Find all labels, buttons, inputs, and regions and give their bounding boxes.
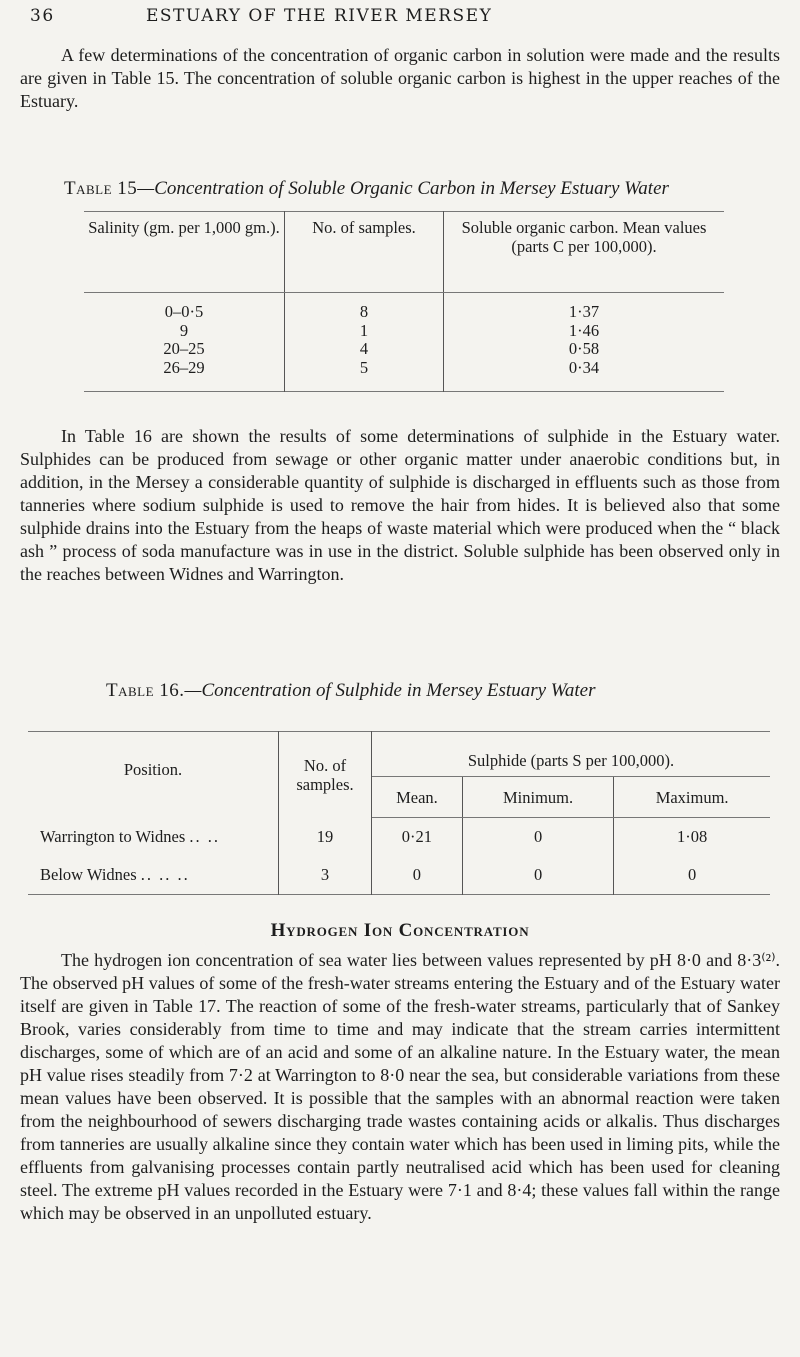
table15-cell-salinity: 26–29 (163, 357, 205, 377)
paragraph-sulphide: In Table 16 are shown the results of some determinations of sulphide in the Estuary water. Sulphides can be produced from sewage or other organic matter under anaerobic conditions but, in addition, in the Mersey a considerable quantity of sulphide is discharged in effluents such as those from tanneries where sodium sulphide is used to remove the hair from hides. It is believed also that some sulphide drains into the Estuary from the heaps of waste material which were produced when the “ black ash ” process of soda manufacture was in use in the district. Soluble sulphide has been observed only in the reaches between Widnes and Warrington. (20, 426, 780, 584)
table15-header-salinity: Salinity (gm. per 1,000 gm.). (84, 212, 285, 293)
table16-header-position: Position. (28, 732, 279, 818)
table-row (28, 856, 770, 895)
table15-cell-carbon: 0·58 (444, 340, 725, 359)
table15-caption (64, 178, 669, 200)
table16-cell-maximum: 0 (614, 856, 770, 895)
table15-cell-carbon: 1·46 (444, 322, 725, 341)
leader-dots: .. .. .. (140, 865, 190, 884)
table16-cell-maximum: 1·08 (614, 818, 770, 857)
table15-label: Table 15 (64, 178, 138, 199)
table16-header-minimum: Minimum. (462, 777, 613, 818)
table16-cell-position (28, 818, 279, 857)
table16-caption (106, 680, 595, 702)
table16-label: Table 16. (106, 680, 185, 701)
position-label: Below Widnes (40, 865, 137, 884)
table15-cell-samples: 8 (285, 293, 444, 322)
table-row (84, 340, 724, 359)
page-number: 36 (30, 6, 55, 26)
running-title: ESTUARY OF THE RIVER MERSEY (146, 6, 493, 26)
table16-header-sulphide: Sulphide (parts S per 100,000). (372, 732, 771, 777)
position-label: Warrington to Widnes (40, 826, 186, 846)
table15-cell-samples: 5 (285, 359, 444, 392)
table16-cell-minimum: 0 (462, 818, 613, 857)
table15-cell-carbon: 1·37 (444, 293, 725, 322)
table16-header-mean: Mean. (372, 777, 463, 818)
table16-cell-mean: 0 (372, 856, 463, 895)
table16-cell-minimum: 0 (462, 856, 613, 895)
table-row (84, 359, 724, 392)
leader-dots: .. .. (189, 826, 221, 846)
table15-cell-carbon: 0·34 (444, 359, 725, 392)
table15-cell-samples: 1 (285, 322, 444, 341)
table15-cell-salinity: 20–25 (163, 339, 205, 358)
table15-cell-samples: 4 (285, 340, 444, 359)
table15 (84, 211, 724, 392)
paragraph-organic-carbon: A few determinations of the concentration of organic carbon in solution were made and the results are given in Table 15. The concentration of soluble organic carbon is highest in the upper reaches of the Estuary. (20, 45, 780, 111)
table15-header-row (84, 212, 724, 293)
table16-header-maximum: Maximum. (614, 777, 770, 818)
table16 (28, 731, 770, 895)
table-row (84, 293, 724, 322)
section-heading: Hydrogen Ion Concentration (270, 920, 530, 941)
table16-header-row (28, 732, 770, 777)
table15-cell-salinity: 9 (179, 320, 189, 340)
table15-title: —Concentration of Soluble Organic Carbon in Mersey Estuary Water (137, 178, 669, 199)
table15-header-samples: No. of samples. (285, 212, 444, 293)
running-head (30, 6, 770, 32)
table-row (28, 818, 770, 857)
table15-header-carbon: Soluble organic carbon. Mean values (parts C per 100,000). (444, 212, 725, 293)
table16-cell-samples: 19 (279, 818, 372, 857)
table-row (84, 322, 724, 341)
table16-title: —Concentration of Sulphide in Mersey Estuary Water (184, 680, 596, 701)
table15-cell-salinity: 0–0·5 (164, 302, 204, 321)
table16-cell-samples: 3 (279, 856, 372, 895)
paragraph-hydrogen-ion: The hydrogen ion concentration of sea water lies between values represented by pH 8·0 and 8·3⁽²⁾. The observed pH values of some of the fresh-water streams entering the Estuary and of the Estuary water itself are given in Table 17. The reaction of some of the fresh-water streams, particularly that of Sankey Brook, varies considerably from time to time and may indicate that the stream carries intermittent discharges, some of which are of an acid and some of an alkaline nature. In the Estuary water, the mean pH value rises steadily from 7·2 at Warrington to 8·0 near the sea, but considerable variations from these mean values have been observed. It is possible that the samples with an abnormal reaction were taken from the neighbourhood of sewers discharging trade wastes containing acids or alkalis. Thus discharges from tanneries are usually alkaline since they contain water which has been used in liming pits, while the effluents from galvanising processes contain partly neutralised acid which has been used for cleaning steel. The extreme pH values recorded in the Estuary were 7·1 and 8·4; these values fall within the range which may be observed in an unpolluted estuary. (20, 950, 780, 1223)
table16-cell-position (28, 856, 279, 895)
table16-cell-mean: 0·21 (372, 818, 463, 857)
table16-header-samples: No. of samples. (279, 732, 372, 818)
